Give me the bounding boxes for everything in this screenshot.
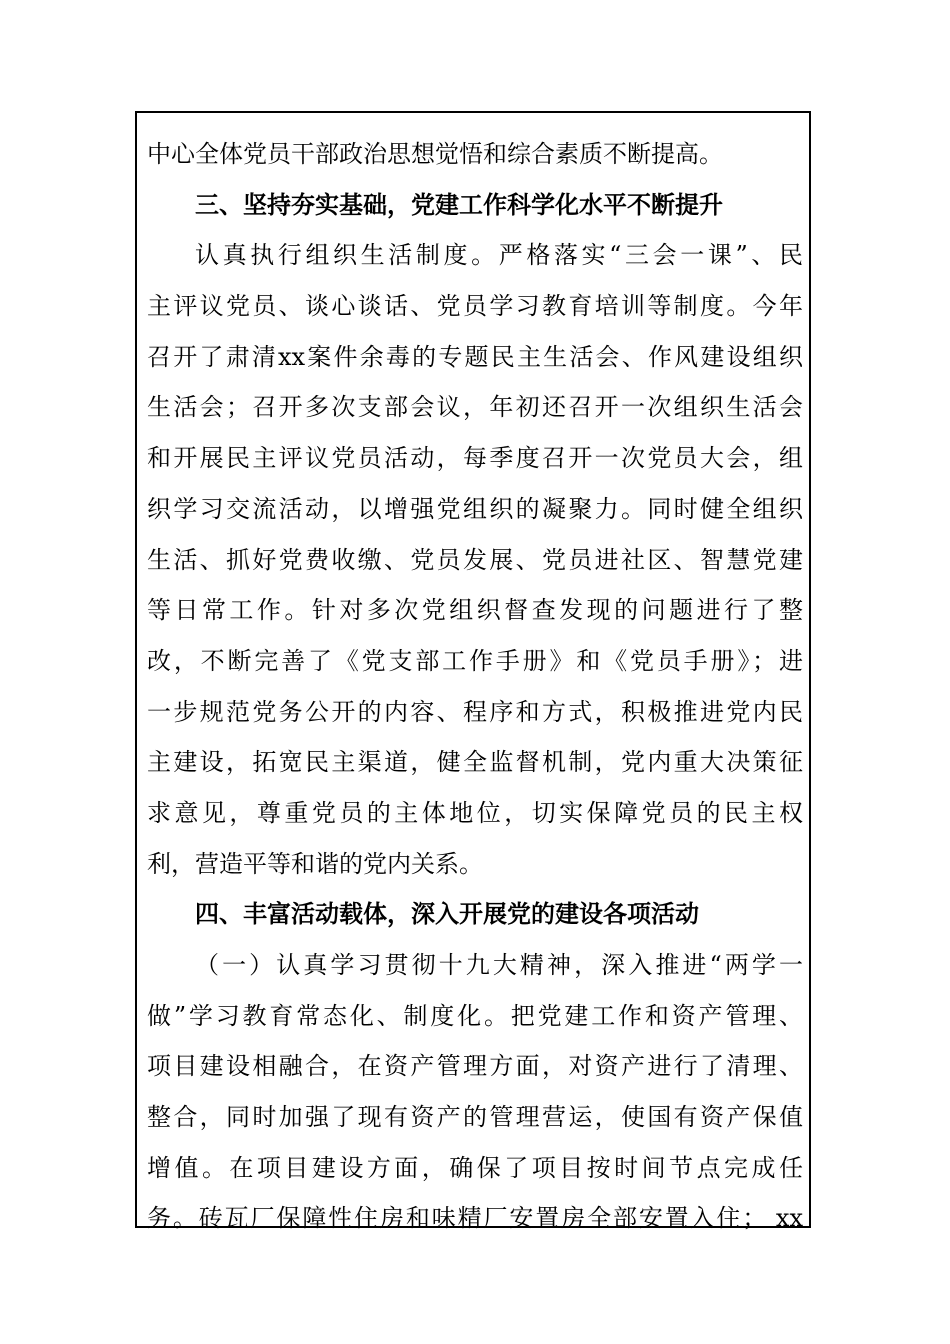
paragraph-line: 一步规范党务公开的内容、程序和方式，积极推进党内民 [147, 697, 803, 726]
paragraph-line: 整合，同时加强了现有资产的管理营运，使国有资产保值 [147, 1103, 803, 1132]
paragraph-line: 主建设，拓宽民主渠道，健全监督机制，党内重大决策征 [147, 748, 803, 777]
paragraph-line: 认真执行组织生活制度。严格落实“三会一课”、民 [195, 241, 803, 270]
paragraph-line: 主评议党员、谈心谈话、党员学习教育培训等制度。今年 [147, 292, 803, 321]
section-heading: 四、丰富活动载体，深入开展党的建设各项活动 [195, 900, 699, 929]
paragraph-line: 项目建设相融合，在资产管理方面，对资产进行了清理、 [147, 1052, 803, 1081]
paragraph-line: 增值。在项目建设方面，确保了项目按时间节点完成任 [147, 1153, 803, 1182]
paragraph-line: 利，营造平等和谐的党内关系。 [147, 849, 483, 878]
section-heading: 三、坚持夯实基础，党建工作科学化水平不断提升 [195, 190, 723, 219]
paragraph-line: 做”学习教育常态化、制度化。把党建工作和资产管理、 [147, 1001, 803, 1030]
document-frame [135, 111, 811, 1233]
paragraph-line: （一）认真学习贯彻十九大精神，深入推进“两学一 [195, 951, 803, 979]
document-body [147, 129, 803, 1244]
paragraph-line: 生活会；召开多次支部会议，年初还召开一次组织生活会 [147, 393, 803, 422]
paragraph-line: 求意见，尊重党员的主体地位，切实保障党员的民主权 [147, 798, 803, 827]
paragraph-line: 生活、抓好党费收缴、党员发展、党员进社区、智慧党建 [147, 545, 803, 574]
paragraph-line: 等日常工作。针对多次党组织督查发现的问题进行了整 [147, 596, 803, 625]
paragraph-line: 务。砖瓦厂保障性住房和味精厂安置房全部安置入住； xx [147, 1204, 803, 1233]
paragraph-line: 改，不断完善了《党支部工作手册》和《党员手册》；进 [147, 646, 803, 675]
paragraph-line: 中心全体党员干部政治思想觉悟和综合素质不断提高。 [147, 140, 723, 168]
paragraph-line: 召开了肃清xx案件余毒的专题民主生活会、作风建设组织 [147, 342, 803, 371]
paragraph-line: 和开展民主评议党员活动，每季度召开一次党员大会，组 [147, 444, 803, 473]
paragraph-line: 织学习交流活动，以增强党组织的凝聚力。同时健全组织 [147, 494, 803, 523]
